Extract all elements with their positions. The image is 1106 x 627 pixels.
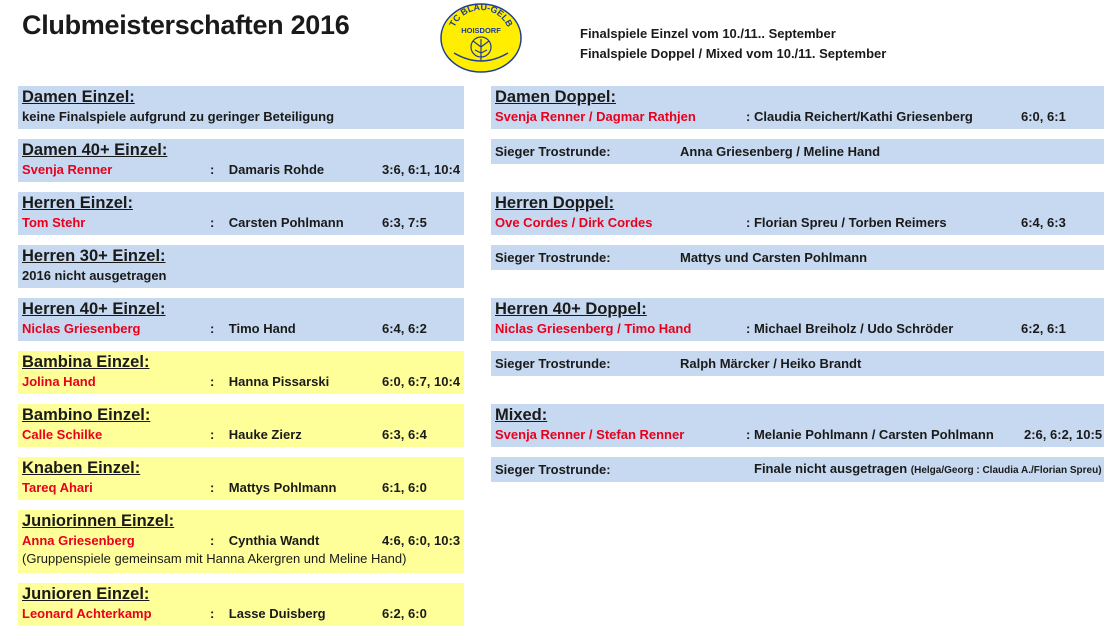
winner-name: Tom Stehr (22, 215, 86, 230)
section-note: (Gruppenspiele gemeinsam mit Hanna Akergren und Meline Hand) (22, 551, 407, 566)
trostrunde-label: Sieger Trostrunde: (495, 462, 611, 477)
section-bambino-einzel (18, 404, 464, 447)
section-herren-40-doppel (491, 298, 1104, 341)
section-title: Herren 30+ Einzel: (22, 247, 166, 265)
section-title: Herren Doppel: (495, 194, 615, 212)
section-herren-30-einzel (18, 245, 464, 288)
winner-name: Niclas Griesenberg / Timo Hand (495, 321, 692, 336)
date-line-doubles: Finalspiele Doppel / Mixed vom 10./11. September (580, 46, 887, 61)
trostrunde-herren-doppel (491, 245, 1104, 270)
opponent-name: : Timo Hand (210, 321, 296, 336)
winner-name: Tareq Ahari (22, 480, 93, 495)
opponent-name: : Carsten Pohlmann (210, 215, 344, 230)
club-logo (440, 3, 522, 73)
score: 6:3, 7:5 (382, 215, 427, 230)
section-juniorinnen-einzel (18, 510, 464, 573)
section-damen-40-einzel (18, 139, 464, 182)
winner-name: Svenja Renner (22, 162, 113, 177)
section-title: Herren Einzel: (22, 194, 133, 212)
opponent-name: : Michael Breiholz / Udo Schröder (746, 321, 954, 336)
result-row (22, 531, 460, 550)
opponent-name: : Melanie Pohlmann / Carsten Pohlmann (746, 427, 994, 442)
section-title: Bambina Einzel: (22, 353, 150, 371)
score: 2:6, 6:2, 10:5 (1024, 427, 1103, 442)
score: 3:6, 6:1, 10:4 (382, 162, 461, 177)
trostrunde-winner: Ralph Märcker / Heiko Brandt (680, 356, 862, 371)
section-title: Junioren Einzel: (22, 585, 150, 603)
winner-name: Svenja Renner / Stefan Renner (495, 427, 685, 442)
section-damen-einzel (18, 86, 464, 129)
trostrunde-status: Finale nicht ausgetragen (Helga/Georg : Claudia A./Florian Spreu) (754, 461, 1102, 476)
section-junioren-einzel (18, 583, 464, 626)
trostrunde-winner: Mattys und Carsten Pohlmann (680, 250, 868, 265)
section-bambina-einzel (18, 351, 464, 394)
result-row (22, 213, 460, 232)
section-title: Damen 40+ Einzel: (22, 141, 168, 159)
trostrunde-label: Sieger Trostrunde: (495, 250, 611, 265)
opponent-name: : Lasse Duisberg (210, 606, 326, 621)
section-note: keine Finalspiele aufgrund zu geringer Beteiligung (22, 109, 335, 124)
result-row (22, 319, 460, 338)
svg-text:TC BLAU-GELB: TC BLAU-GELB (447, 3, 515, 29)
opponent-name: : Hanna Pissarski (210, 374, 330, 389)
winner-name: Calle Schilke (22, 427, 103, 442)
section-knaben-einzel (18, 457, 464, 500)
page-title: Clubmeisterschaften 2016 (22, 10, 350, 40)
opponent-name: : Hauke Zierz (210, 427, 302, 442)
score: 6:2, 6:0 (382, 606, 427, 621)
trostrunde-label: Sieger Trostrunde: (495, 144, 611, 159)
score: 6:4, 6:3 (1021, 215, 1066, 230)
section-herren-doppel (491, 192, 1104, 235)
opponent-name: : Claudia Reichert/Kathi Griesenberg (746, 109, 973, 124)
result-row (22, 478, 460, 497)
trostrunde-label: Sieger Trostrunde: (495, 356, 611, 371)
opponent-name: : Mattys Pohlmann (210, 480, 337, 495)
section-damen-doppel (491, 86, 1104, 129)
section-note: 2016 nicht ausgetragen (22, 268, 167, 283)
section-title: Damen Doppel: (495, 88, 617, 106)
section-herren-40-einzel (18, 298, 464, 341)
result-row (22, 160, 460, 179)
result-row (495, 425, 1103, 444)
result-row (495, 213, 1100, 232)
opponent-name: : Damaris Rohde (210, 162, 325, 177)
section-title: Juniorinnen Einzel: (22, 512, 175, 530)
winner-name: Svenja Renner / Dagmar Rathjen (495, 109, 696, 124)
winner-name: Jolina Hand (22, 374, 96, 389)
winner-name: Anna Griesenberg (22, 533, 135, 548)
opponent-name: : Cynthia Wandt (210, 533, 320, 548)
trostrunde-winner: Anna Griesenberg / Meline Hand (680, 144, 881, 159)
section-title: Herren 40+ Einzel: (22, 300, 166, 318)
section-title: Bambino Einzel: (22, 406, 151, 424)
trostrunde-pairing: (Helga/Georg : Claudia A./Florian Spreu) (910, 465, 1102, 476)
winner-name: Leonard Achterkamp (22, 606, 152, 621)
winner-name: Niclas Griesenberg (22, 321, 141, 336)
result-row (495, 107, 1100, 126)
section-title: Knaben Einzel: (22, 459, 141, 477)
section-title: Damen Einzel: (22, 88, 135, 106)
final-dates (580, 24, 886, 64)
trostrunde-herren-40-doppel (491, 351, 1104, 376)
score: 6:2, 6:1 (1021, 321, 1066, 336)
section-mixed (491, 404, 1104, 447)
score: 4:6, 6:0, 10:3 (382, 533, 461, 548)
result-row (495, 319, 1100, 338)
score: 6:0, 6:7, 10:4 (382, 374, 461, 389)
opponent-name: : Florian Spreu / Torben Reimers (746, 215, 947, 230)
score: 6:3, 6:4 (382, 427, 427, 442)
score: 6:4, 6:2 (382, 321, 427, 336)
trostrunde-damen-doppel (491, 139, 1104, 164)
result-row (22, 425, 460, 444)
score: 6:1, 6:0 (382, 480, 427, 495)
section-title: Mixed: (495, 406, 548, 424)
winner-name: Ove Cordes / Dirk Cordes (495, 215, 653, 230)
date-line-singles: Finalspiele Einzel vom 10./11.. September (580, 26, 836, 41)
svg-text:HOISDORF: HOISDORF (461, 26, 501, 35)
trostrunde-mixed (491, 457, 1104, 482)
result-row (22, 604, 460, 623)
score: 6:0, 6:1 (1021, 109, 1066, 124)
section-herren-einzel (18, 192, 464, 235)
result-row (22, 372, 460, 391)
section-title: Herren 40+ Doppel: (495, 300, 647, 318)
